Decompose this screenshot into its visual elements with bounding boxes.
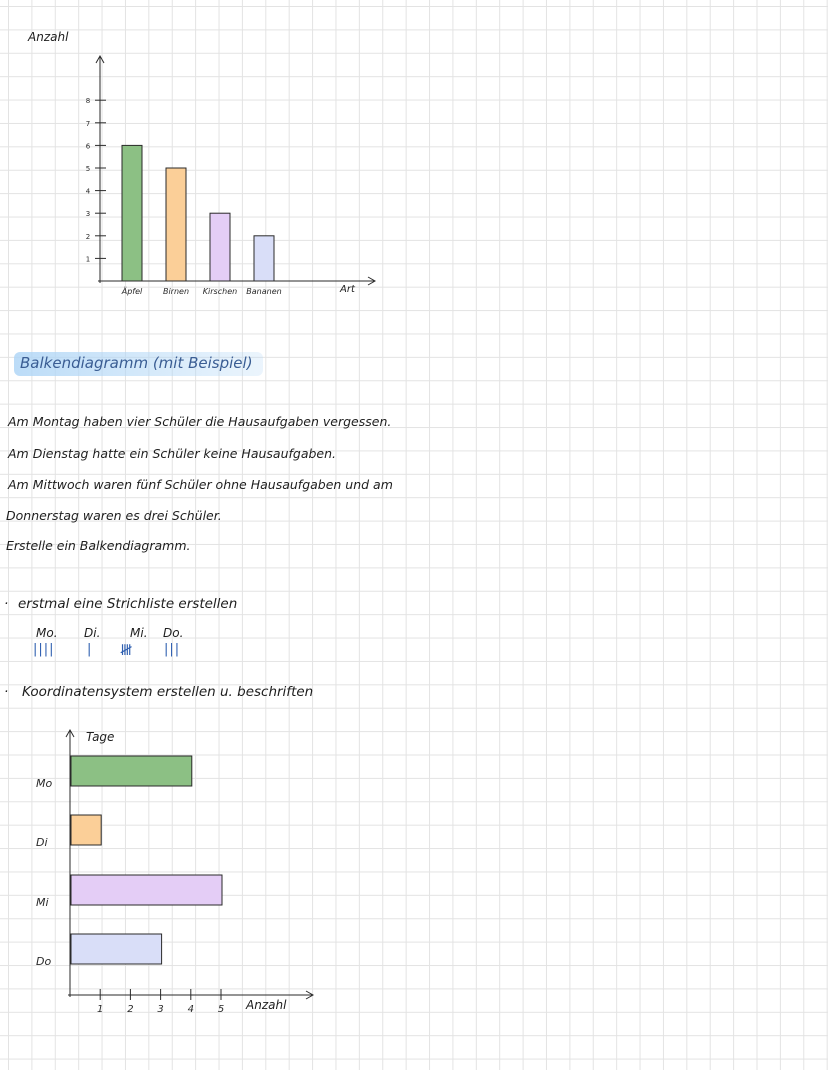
tally-day-mi: Mi. xyxy=(130,626,148,640)
x-tick-label: 1 xyxy=(97,1004,104,1015)
y-tick-label: 7 xyxy=(85,119,91,128)
task-line-4: Donnerstag waren es drei Schüler. xyxy=(6,508,222,523)
bar-mi xyxy=(71,875,222,905)
y-tick-label: 5 xyxy=(85,165,91,173)
x-category-label: Äpfel xyxy=(121,287,143,296)
bar-do xyxy=(71,934,162,964)
chart2-y-axis-title: Tage xyxy=(86,730,115,744)
tally-day-di: Di. xyxy=(84,626,101,640)
bullet-1: · xyxy=(4,596,9,612)
tally-marks-do: ||| xyxy=(164,642,181,657)
y-tick-label: 1 xyxy=(85,255,91,264)
task-line-3: Am Mittwoch waren fünf Schüler ohne Hausaufgaben und am xyxy=(8,477,393,492)
section-heading: Balkendiagramm (mit Beispiel) xyxy=(14,352,263,376)
bar-di xyxy=(71,815,101,845)
step2-text: Koordinatensystem erstellen u. beschriften xyxy=(22,684,314,700)
y-tick-label: 3 xyxy=(85,210,91,219)
y-tick-label: 6 xyxy=(85,142,91,151)
tally-day-do: Do. xyxy=(163,626,184,640)
chart1-y-axis-title: Anzahl xyxy=(28,30,69,44)
task-line-2: Am Dienstag hatte ein Schüler keine Hausaufgaben. xyxy=(8,446,337,461)
x-tick-label: 5 xyxy=(217,1004,225,1015)
chart2-x-axis-title: Anzahl xyxy=(246,998,287,1012)
x-tick-label: 2 xyxy=(127,1004,134,1015)
x-tick-label: 4 xyxy=(187,1004,194,1015)
x-category-label: Birnen xyxy=(162,287,190,296)
step1-text: erstmal eine Strichliste erstellen xyxy=(18,596,238,612)
x-category-label: Kirschen xyxy=(202,287,238,296)
tally-marks-di: | xyxy=(87,642,93,657)
tally-marks-mo: |||| xyxy=(33,642,55,657)
bar-mo xyxy=(71,756,192,786)
y-tick-label: 2 xyxy=(85,232,91,241)
bullet-2: · xyxy=(4,684,9,700)
task-line-5: Erstelle ein Balkendiagramm. xyxy=(6,538,191,553)
y-tick-label: 4 xyxy=(85,187,91,196)
y-tick-label: 8 xyxy=(85,97,91,106)
x-category-label: Bananen xyxy=(246,287,282,296)
chart1-x-axis-title: Art xyxy=(340,284,355,295)
y-category-label: Mo xyxy=(36,777,53,790)
tally-marks-mi: 𝍸 xyxy=(120,641,134,659)
y-category-label: Do xyxy=(36,955,52,968)
y-category-label: Di xyxy=(36,836,48,849)
tally-day-mo: Mo. xyxy=(36,626,58,640)
x-tick-label: 3 xyxy=(157,1004,164,1015)
y-category-label: Mi xyxy=(36,896,49,909)
task-line-1: Am Montag haben vier Schüler die Hausaufgaben vergessen. xyxy=(8,414,392,429)
